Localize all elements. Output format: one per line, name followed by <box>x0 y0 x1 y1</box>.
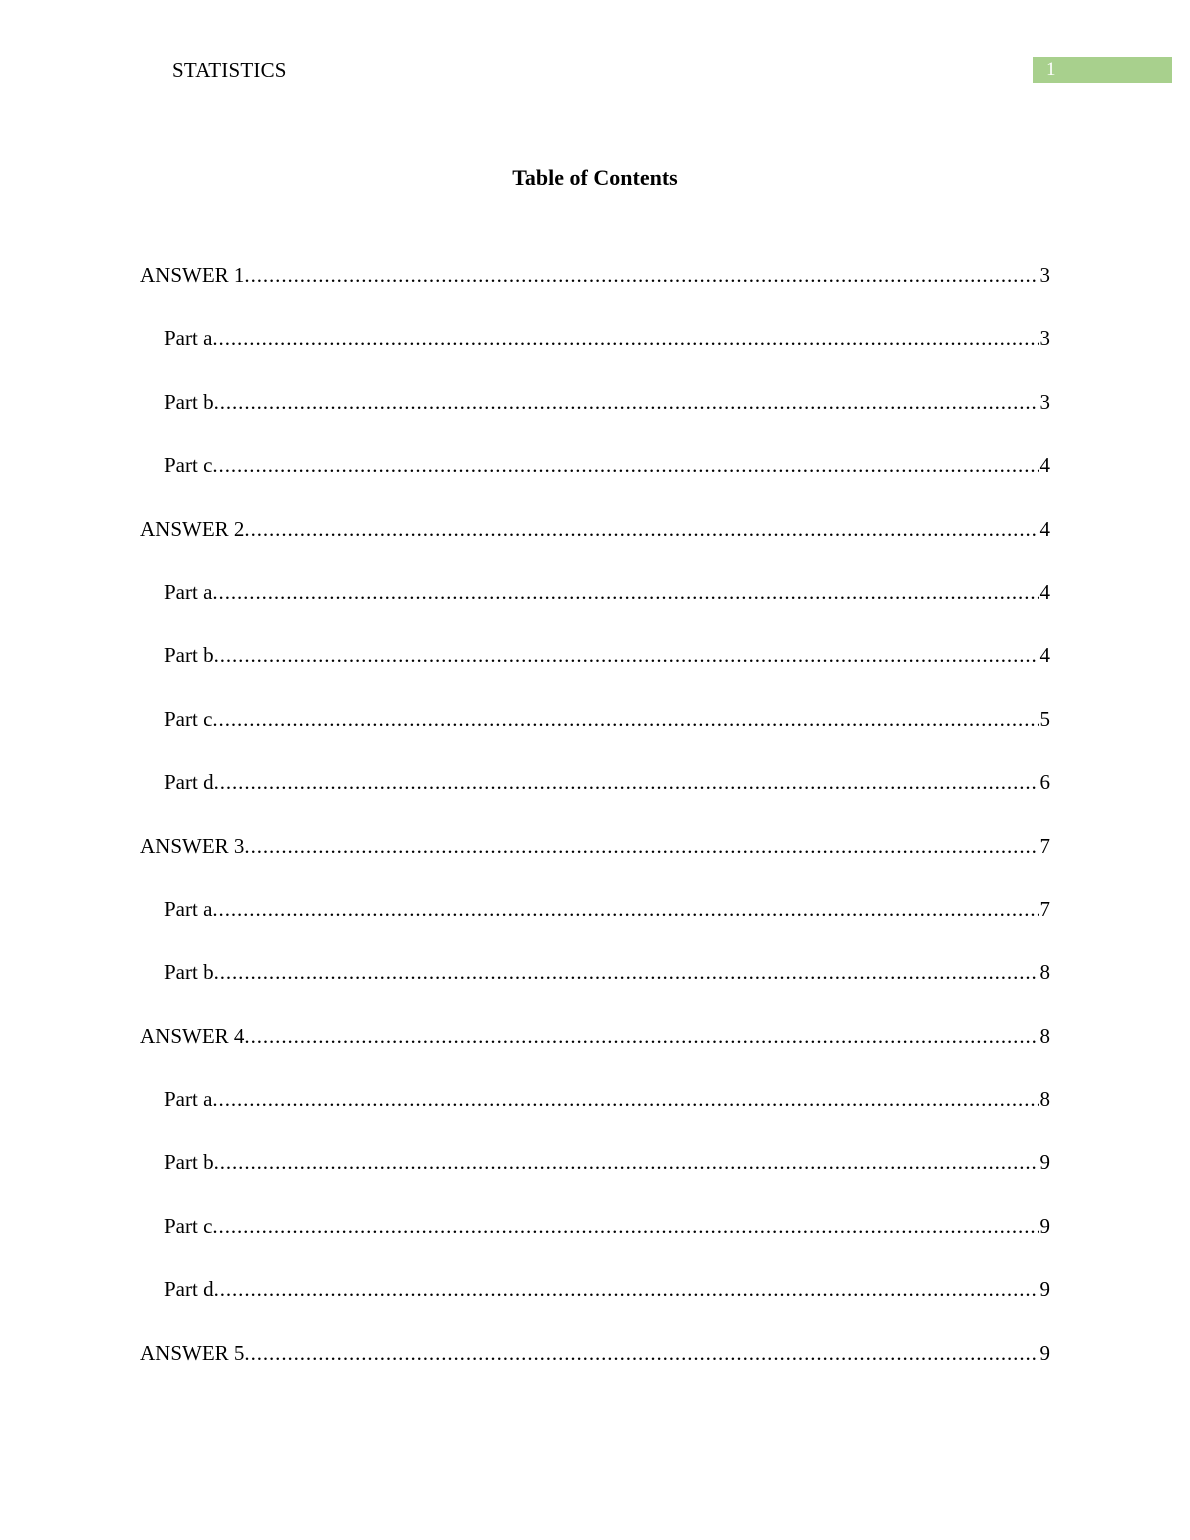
toc-entry-section[interactable] <box>140 1338 1050 1401</box>
toc-dot-leader <box>244 514 1038 544</box>
toc-dot-leader <box>244 831 1038 861</box>
toc-entry-label: Part a <box>164 326 213 351</box>
toc-entry-section[interactable] <box>140 1021 1050 1084</box>
toc-entry-section[interactable] <box>140 831 1050 894</box>
toc-dot-leader <box>212 704 1038 734</box>
toc-dot-leader <box>214 1147 1039 1177</box>
toc-entry-page-number: 4 <box>1039 516 1050 541</box>
toc-entry-subsection[interactable] <box>140 704 1050 767</box>
toc-title: Table of Contents <box>512 165 678 190</box>
toc-dot-leader <box>212 1084 1038 1114</box>
toc-entry-label: Part c <box>164 453 213 478</box>
toc-entry-subsection[interactable] <box>140 323 1050 386</box>
toc-entry-subsection[interactable] <box>140 894 1050 957</box>
toc-entry-subsection[interactable] <box>140 1147 1050 1210</box>
toc-entry-subsection[interactable] <box>140 450 1050 513</box>
toc-entry-page-number: 4 <box>1039 643 1050 668</box>
toc-entry-label: ANSWER 3 <box>140 833 245 858</box>
toc-dot-leader <box>212 323 1038 353</box>
toc-entry-label: Part c <box>164 706 213 731</box>
toc-entry-section[interactable] <box>140 260 1050 323</box>
toc-entry-label: Part b <box>164 643 214 668</box>
toc-dot-leader <box>214 1274 1039 1304</box>
toc-entry-subsection[interactable] <box>140 1084 1050 1147</box>
toc-dot-leader <box>212 577 1038 607</box>
toc-entry-label: Part b <box>164 1150 214 1175</box>
toc-entry-page-number: 3 <box>1039 263 1050 287</box>
toc-entry-label: ANSWER 2 <box>140 516 245 541</box>
toc-entry-label: Part c <box>164 1213 213 1238</box>
toc-dot-leader <box>214 640 1039 670</box>
toc-entry-label: Part d <box>164 770 214 795</box>
toc-dot-leader <box>214 387 1039 417</box>
toc-entry-label: Part a <box>164 1087 213 1112</box>
toc-entry-page-number: 7 <box>1039 896 1050 921</box>
toc-entry-page-number: 8 <box>1039 1087 1050 1112</box>
toc-dot-leader <box>244 1338 1038 1368</box>
toc-dot-leader <box>212 894 1038 924</box>
page-number-badge: 1 <box>1033 57 1172 83</box>
toc-entry-label: Part d <box>164 1277 214 1302</box>
toc-dot-leader <box>214 957 1039 987</box>
toc-entry-page-number: 9 <box>1039 1213 1050 1238</box>
toc-entry-page-number: 8 <box>1039 960 1050 985</box>
toc-entry-section[interactable] <box>140 514 1050 577</box>
toc-entry-label: ANSWER 4 <box>140 1023 245 1048</box>
toc-entry-page-number: 3 <box>1039 389 1050 414</box>
toc-dot-leader <box>212 450 1038 480</box>
toc-entry-page-number: 6 <box>1039 770 1050 795</box>
toc-entry-label: Part a <box>164 579 213 604</box>
toc-entry-page-number: 9 <box>1039 1150 1050 1175</box>
toc-entry-page-number: 8 <box>1039 1023 1050 1048</box>
toc-entry-page-number: 7 <box>1039 833 1050 858</box>
running-head: STATISTICS <box>172 58 287 82</box>
toc-entry-page-number: 4 <box>1039 579 1050 604</box>
toc-entry-label: ANSWER 1 <box>140 263 245 287</box>
toc-dot-leader <box>244 260 1038 290</box>
toc-entry-page-number: 9 <box>1039 1340 1050 1365</box>
toc-entry-label: Part b <box>164 389 214 414</box>
toc-list <box>140 260 1050 1401</box>
toc-entry-subsection[interactable] <box>140 577 1050 640</box>
toc-dot-leader <box>214 767 1039 797</box>
toc-entry-subsection[interactable] <box>140 387 1050 450</box>
toc-entry-label: Part a <box>164 896 213 921</box>
toc-entry-page-number: 5 <box>1039 706 1050 731</box>
toc-entry-subsection[interactable] <box>140 1211 1050 1274</box>
toc-entry-page-number: 4 <box>1039 453 1050 478</box>
toc-entry-page-number: 3 <box>1039 326 1050 351</box>
toc-entry-subsection[interactable] <box>140 1274 1050 1337</box>
toc-entry-page-number: 9 <box>1039 1277 1050 1302</box>
toc-entry-label: ANSWER 5 <box>140 1340 245 1365</box>
toc-entry-subsection[interactable] <box>140 767 1050 830</box>
toc-dot-leader <box>244 1021 1038 1051</box>
toc-dot-leader <box>212 1211 1038 1241</box>
toc-entry-subsection[interactable] <box>140 640 1050 703</box>
toc-entry-label: Part b <box>164 960 214 985</box>
toc-entry-subsection[interactable] <box>140 957 1050 1020</box>
